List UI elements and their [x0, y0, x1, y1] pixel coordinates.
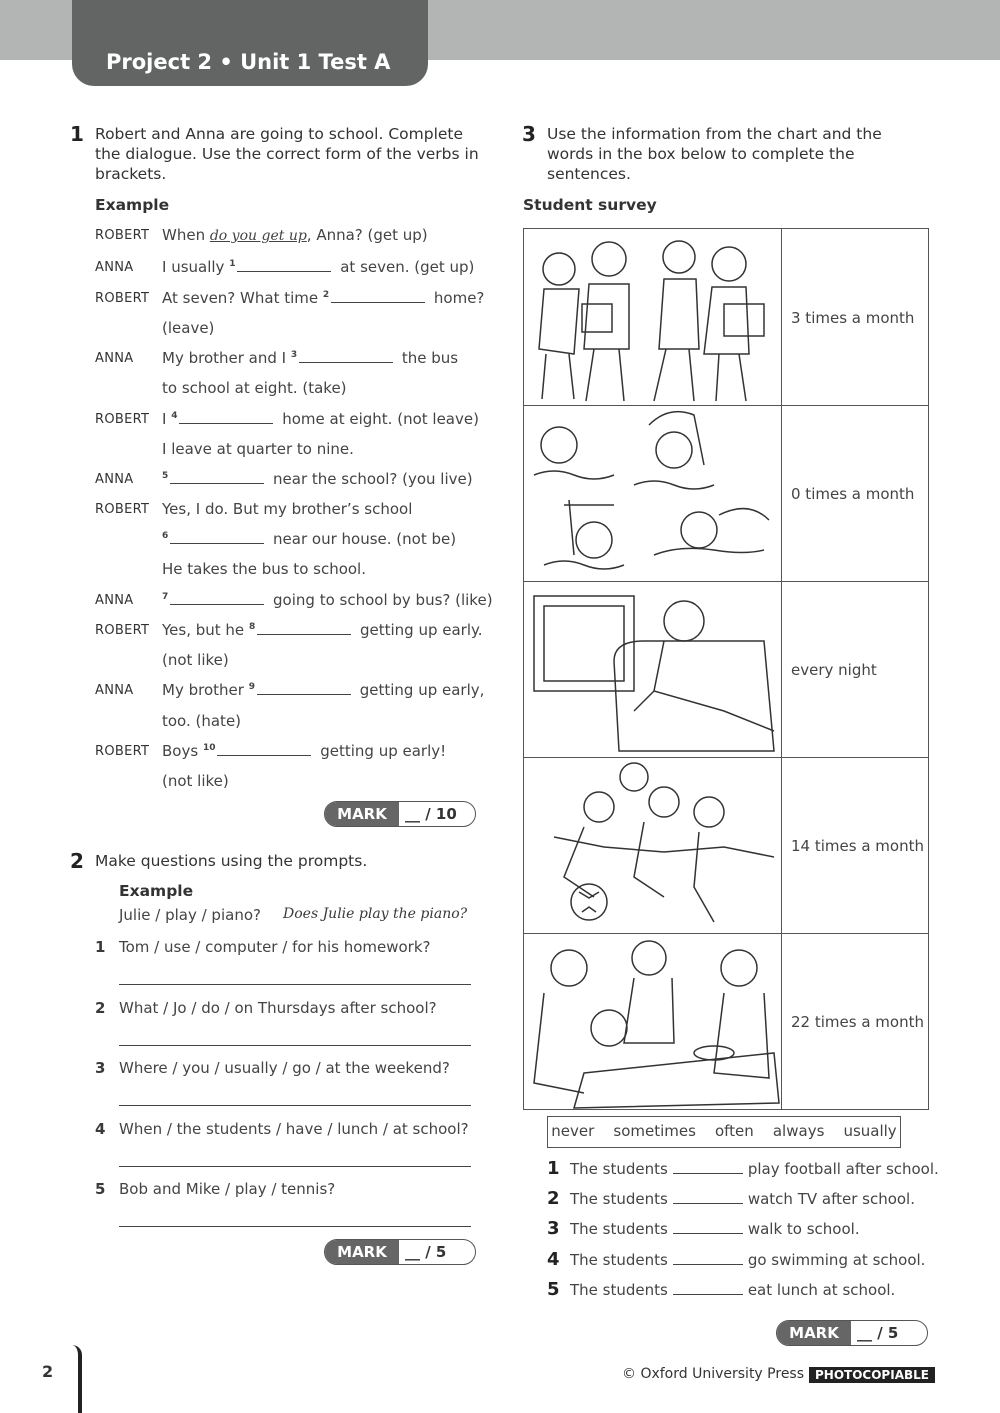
- speaker-label: ROBERT: [95, 228, 150, 243]
- line-text: to school at eight. (take): [162, 379, 347, 397]
- sentence-start: The students: [570, 1160, 668, 1178]
- item-number: 3: [95, 1059, 106, 1077]
- line-text: (not like): [162, 651, 229, 669]
- answer-blank[interactable]: [170, 592, 264, 605]
- item-number: 3: [547, 1218, 560, 1239]
- dialogue-line: [162, 319, 214, 337]
- survey-frequency: 14 times a month: [791, 837, 924, 855]
- dialogue-line: [162, 500, 412, 518]
- speaker-label: ANNA: [95, 351, 134, 366]
- answer-blank[interactable]: [673, 1161, 743, 1174]
- answer-line[interactable]: [119, 1045, 471, 1046]
- survey-row: [524, 933, 928, 1109]
- photocopiable-label: PHOTOCOPIABLE: [809, 1367, 935, 1383]
- copyright: © Oxford University Press: [622, 1366, 805, 1382]
- mark-label: MARK: [777, 1321, 851, 1345]
- line-text: Boys: [162, 742, 203, 760]
- dialogue-line: [162, 591, 493, 609]
- line-text: My brother and I: [162, 349, 291, 367]
- q2-example-answer: Does Julie play the piano?: [283, 906, 468, 922]
- survey-frequency: 0 times a month: [791, 485, 915, 503]
- blank-number: 5: [162, 471, 169, 481]
- line-text: My brother: [162, 681, 249, 699]
- blank-number: 10: [202, 743, 216, 753]
- line-text: When: [162, 226, 210, 244]
- sentence-start: The students: [570, 1190, 668, 1208]
- q2-mark-box: [324, 1239, 476, 1265]
- blank-number: 4: [171, 411, 178, 421]
- sentence-start: The students: [570, 1281, 668, 1299]
- item-number: 2: [95, 999, 106, 1017]
- survey-row: [524, 757, 928, 934]
- speaker-label: ROBERT: [95, 744, 150, 759]
- q3-instruction: Use the information from the chart and the words in the box below to complete the sentences.: [547, 125, 882, 183]
- speaker-label: ANNA: [95, 593, 134, 608]
- students-walking-illustration: [524, 229, 782, 405]
- blank-number: 1: [229, 259, 236, 269]
- sentence-start: The students: [570, 1220, 668, 1238]
- line-text: He takes the bus to school.: [162, 560, 366, 578]
- sentence: [570, 1160, 939, 1178]
- line-text: getting up early.: [355, 621, 483, 639]
- answer-line[interactable]: [119, 1166, 471, 1167]
- survey-frequency: 22 times a month: [791, 1013, 924, 1031]
- line-text: Yes, I do. But my brother’s school: [162, 500, 413, 518]
- answer-blank[interactable]: [299, 350, 393, 363]
- line-text: I usually: [162, 258, 230, 276]
- sentence: [570, 1281, 895, 1299]
- q2-instruction: Make questions using the prompts.: [95, 852, 368, 870]
- survey-row: [524, 229, 928, 406]
- students-eating-lunch-illustration: [524, 933, 782, 1109]
- blank-number: 9: [248, 682, 255, 692]
- line-text: the bus: [397, 349, 459, 367]
- speaker-label: ROBERT: [95, 623, 150, 638]
- answer-blank[interactable]: [170, 531, 264, 544]
- student-watching-tv-illustration: [524, 581, 782, 757]
- dialogue-line: [162, 258, 474, 276]
- line-text: I: [162, 410, 172, 428]
- line-text: (not like): [162, 772, 229, 790]
- question-prompt: Bob and Mike / play / tennis?: [119, 1180, 336, 1198]
- sentence-start: The students: [570, 1251, 668, 1269]
- sentence-end: play football after school.: [747, 1160, 939, 1178]
- page-corner: [0, 1345, 82, 1413]
- answer-line[interactable]: [119, 984, 471, 985]
- dialogue-line: [162, 349, 458, 367]
- dialogue-line: [162, 440, 354, 458]
- q1-mark-box: [324, 801, 476, 827]
- dialogue-line: [162, 379, 347, 397]
- page-number: 2: [42, 1362, 54, 1381]
- dialogue-line: [162, 772, 229, 790]
- speaker-label: ROBERT: [95, 412, 150, 427]
- sentence-end: go swimming at school.: [747, 1251, 926, 1269]
- answer-blank[interactable]: [673, 1221, 743, 1234]
- dialogue-line: [162, 651, 229, 669]
- line-text: (leave): [162, 319, 215, 337]
- dialogue-line: [162, 470, 473, 488]
- answer-blank[interactable]: [170, 471, 264, 484]
- line-text: getting up early!: [315, 742, 447, 760]
- sentence: [570, 1220, 860, 1238]
- q2-example-label: Example: [119, 882, 194, 900]
- q3-mark-box: [776, 1320, 928, 1346]
- q2-example-prompt: Julie / play / piano?: [119, 906, 261, 924]
- blank-number: 3: [290, 350, 298, 360]
- answer-blank[interactable]: [217, 743, 311, 756]
- question-prompt: What / Jo / do / on Thursdays after school?: [119, 999, 437, 1017]
- blank-number: 8: [248, 622, 256, 632]
- mark-score: __ / 10: [405, 805, 457, 823]
- line-text: getting up early,: [354, 681, 485, 699]
- students-playing-football-illustration: [524, 757, 782, 933]
- answer-blank[interactable]: [257, 682, 351, 695]
- page-title: Project 2 • Unit 1 Test A: [106, 50, 391, 74]
- question-prompt: When / the students / have / lunch / at school?: [119, 1120, 469, 1138]
- item-number: 4: [547, 1249, 560, 1270]
- sentence: [570, 1251, 925, 1269]
- dialogue-line: [162, 530, 456, 548]
- item-number: 1: [547, 1158, 560, 1179]
- item-number: 5: [547, 1279, 560, 1300]
- speaker-label: ROBERT: [95, 291, 150, 306]
- line-text: near the school? (you live): [268, 470, 473, 488]
- dialogue-line: [162, 560, 366, 578]
- answer-line[interactable]: [119, 1226, 471, 1227]
- q1-example-label: Example: [95, 196, 170, 214]
- line-text: too. (hate): [162, 712, 242, 730]
- line-text: I leave at quarter to nine.: [162, 440, 354, 458]
- question-prompt: Tom / use / computer / for his homework?: [119, 938, 431, 956]
- sentence-end: eat lunch at school.: [747, 1281, 896, 1299]
- line-text: at seven. (get up): [335, 258, 475, 276]
- answer-blank[interactable]: [331, 290, 425, 303]
- item-number: 2: [547, 1188, 560, 1209]
- speaker-label: ANNA: [95, 260, 134, 275]
- item-number: 4: [95, 1120, 106, 1138]
- sentence-end: watch TV after school.: [747, 1190, 915, 1208]
- speaker-label: ANNA: [95, 683, 134, 698]
- line-text: home?: [429, 289, 485, 307]
- dialogue-line: [162, 712, 241, 730]
- item-number: 5: [95, 1180, 106, 1198]
- students-swimming-illustration: [524, 405, 782, 581]
- survey-frequency: 3 times a month: [791, 309, 915, 327]
- dialogue-line: [162, 410, 479, 428]
- blank-number: 7: [162, 592, 169, 602]
- speaker-label: ANNA: [95, 472, 134, 487]
- dialogue-line: [162, 742, 446, 760]
- example-answer: do you get up: [209, 228, 307, 244]
- mark-score: __ / 5: [857, 1324, 899, 1342]
- dialogue-line: [162, 681, 484, 699]
- dialogue-line: [162, 621, 483, 639]
- line-text: going to school by bus? (like): [268, 591, 493, 609]
- q2-number: 2: [70, 849, 84, 873]
- dialogue-line: [162, 226, 428, 244]
- word-box: never sometimes often always usually: [547, 1116, 901, 1148]
- answer-blank[interactable]: [257, 622, 351, 635]
- question-prompt: Where / you / usually / go / at the weekend?: [119, 1059, 450, 1077]
- dialogue-line: [162, 289, 484, 307]
- line-text: Yes, but he: [162, 621, 249, 639]
- answer-blank[interactable]: [673, 1191, 743, 1204]
- mark-score: __ / 5: [405, 1243, 447, 1261]
- item-number: 1: [95, 938, 106, 956]
- sentence-end: walk to school.: [747, 1220, 860, 1238]
- q3-number: 3: [522, 122, 536, 146]
- answer-blank[interactable]: [673, 1252, 743, 1265]
- student-survey-table: [523, 228, 929, 1110]
- blank-number: 6: [162, 531, 169, 541]
- line-text: near our house. (not be): [268, 530, 457, 548]
- survey-frequency: every night: [791, 661, 877, 679]
- mark-label: MARK: [325, 1240, 399, 1264]
- line-text: At seven? What time: [162, 289, 323, 307]
- answer-line[interactable]: [119, 1105, 471, 1106]
- line-text: , Anna? (get up): [306, 226, 428, 244]
- title-tab: [72, 0, 428, 86]
- blank-number: 2: [322, 290, 330, 300]
- mark-label: MARK: [325, 802, 399, 826]
- survey-title: Student survey: [523, 196, 657, 214]
- q1-instruction: Robert and Anna are going to school. Complete the dialogue. Use the correct form of the verbs in brackets.: [95, 125, 479, 183]
- answer-blank[interactable]: [237, 259, 331, 272]
- line-text: home at eight. (not leave): [277, 410, 479, 428]
- survey-row: [524, 405, 928, 582]
- answer-blank[interactable]: [673, 1282, 743, 1295]
- speaker-label: ROBERT: [95, 502, 150, 517]
- answer-blank[interactable]: [179, 411, 273, 424]
- q1-number: 1: [70, 122, 84, 146]
- sentence: [570, 1190, 915, 1208]
- survey-row: [524, 581, 928, 758]
